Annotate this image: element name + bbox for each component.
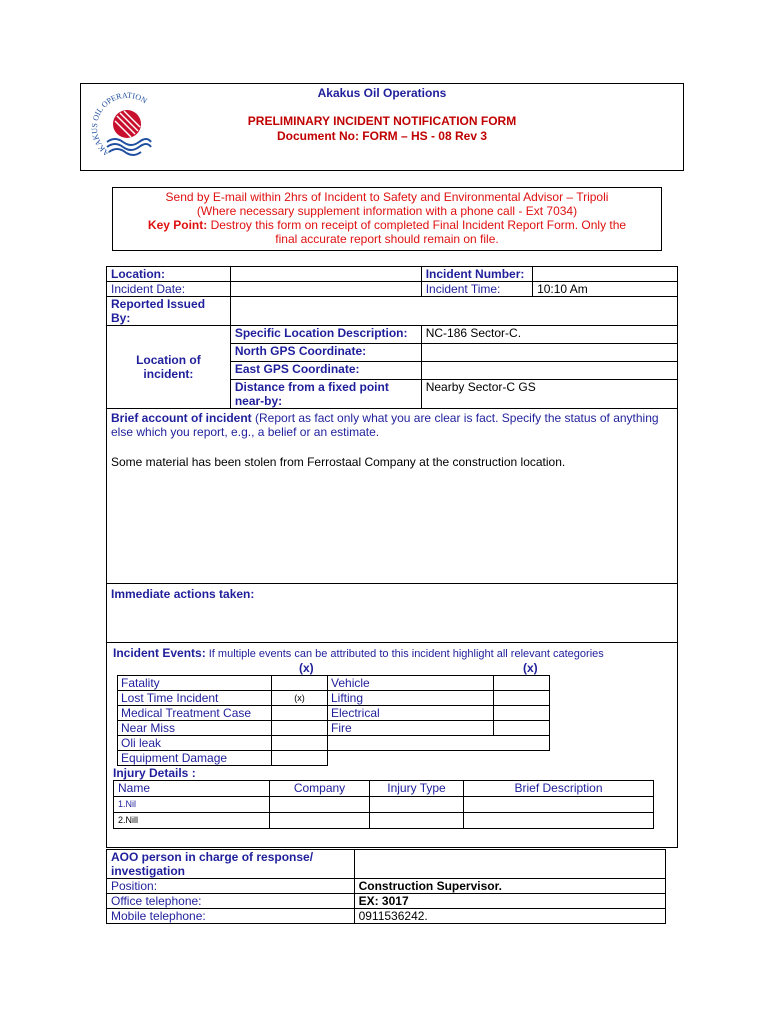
- location-of-incident-label: Location of incident:: [107, 326, 231, 409]
- injury-description-1[interactable]: [464, 797, 654, 813]
- person-in-charge-field[interactable]: [354, 850, 665, 879]
- incident-time-field[interactable]: 10:10 Am: [533, 282, 678, 297]
- brief-account-section[interactable]: [107, 409, 678, 584]
- event-equipment-damage-mark[interactable]: [272, 751, 328, 766]
- position-field[interactable]: Construction Supervisor.: [354, 879, 665, 894]
- event-lost-time-mark[interactable]: (x): [272, 691, 328, 706]
- injury-header-type: Injury Type: [370, 781, 464, 797]
- notice-line-3: Destroy this form on receipt of completed Final Incident Report Form. Only the: [207, 218, 627, 232]
- incident-events-section: [107, 643, 678, 848]
- event-oil-leak: Oli leak: [118, 736, 272, 751]
- north-gps-field[interactable]: [421, 344, 677, 362]
- form-title: PRELIMINARY INCIDENT NOTIFICATION FORM: [247, 114, 517, 128]
- injury-company-1[interactable]: [270, 797, 370, 813]
- injury-name-2[interactable]: 2.Nill: [114, 813, 270, 829]
- office-telephone-field[interactable]: EX: 3017: [354, 894, 665, 909]
- event-medical-mark[interactable]: [272, 706, 328, 721]
- injury-type-1[interactable]: [370, 797, 464, 813]
- injury-header-company: Company: [270, 781, 370, 797]
- form-header: [80, 83, 684, 171]
- injury-header-name: Name: [114, 781, 270, 797]
- incident-form-table: [106, 266, 678, 848]
- event-equipment-damage: Equipment Damage: [118, 751, 272, 766]
- table-row: [114, 813, 654, 829]
- injury-description-2[interactable]: [464, 813, 654, 829]
- event-lifting: Lifting: [328, 691, 494, 706]
- injury-table: [113, 780, 654, 829]
- location-label: Location:: [107, 267, 231, 282]
- event-near-miss: Near Miss: [118, 721, 272, 736]
- incident-time-label: Incident Time:: [421, 282, 532, 297]
- distance-field[interactable]: Nearby Sector-C GS: [421, 380, 677, 409]
- brief-account-hint: (Report as fact only what you are clear is fact. Specify the status of anything else which you report, e.g., a belief or an estimate.: [111, 411, 659, 439]
- east-gps-field[interactable]: [421, 362, 677, 380]
- event-near-miss-mark[interactable]: [272, 721, 328, 736]
- event-fire-mark[interactable]: [494, 721, 550, 736]
- reported-by-field[interactable]: [230, 297, 677, 326]
- key-point-label: Key Point:: [147, 218, 208, 232]
- east-gps-label: East GPS Coordinate:: [230, 362, 421, 380]
- document-number: Document No: FORM – HS - 08 Rev 3: [276, 129, 488, 143]
- incident-events-label: Incident Events:: [113, 646, 206, 660]
- notice-box: [112, 187, 662, 251]
- svg-text:AKAKUS OIL OPERATIONS: AKAKUS OIL OPERATIONS: [89, 90, 149, 158]
- table-row: [114, 797, 654, 813]
- event-blank: [328, 736, 550, 751]
- distance-label: Distance from a fixed point near-by:: [230, 380, 421, 409]
- location-field[interactable]: [230, 267, 421, 282]
- event-lost-time: Lost Time Incident: [118, 691, 272, 706]
- company-name: Akakus Oil Operations: [317, 86, 447, 100]
- notice-line-4: final accurate report should remain on file.: [275, 232, 499, 246]
- specific-location-field[interactable]: NC-186 Sector-C.: [421, 326, 677, 344]
- event-electrical-mark[interactable]: [494, 706, 550, 721]
- mobile-telephone-label: Mobile telephone:: [107, 909, 355, 924]
- injury-header-description: Brief Description: [464, 781, 654, 797]
- injury-company-2[interactable]: [270, 813, 370, 829]
- person-in-charge-label: AOO person in charge of response/ investigation: [107, 850, 355, 879]
- injury-name-1[interactable]: 1.Nil: [114, 797, 270, 813]
- incident-number-label: Incident Number:: [421, 267, 532, 282]
- x-header-right: (x): [523, 661, 538, 675]
- event-lifting-mark[interactable]: [494, 691, 550, 706]
- mobile-telephone-field[interactable]: 0911536242.: [354, 909, 665, 924]
- immediate-actions-section[interactable]: [107, 584, 678, 643]
- notice-line-1: Send by E-mail within 2hrs of Incident to Safety and Environmental Advisor – Tripoli: [165, 190, 609, 204]
- brief-account-label: Brief account of incident: [111, 411, 252, 425]
- incident-number-field[interactable]: [533, 267, 678, 282]
- injury-details-label: Injury Details :: [113, 766, 196, 780]
- incident-date-field[interactable]: [230, 282, 421, 297]
- immediate-actions-label: Immediate actions taken:: [111, 587, 255, 601]
- response-table: [106, 849, 666, 924]
- x-header-left: (x): [299, 661, 314, 675]
- event-fire: Fire: [328, 721, 494, 736]
- notice-line-2: (Where necessary supplement information with a phone call - Ext 7034): [196, 204, 578, 218]
- event-vehicle: Vehicle: [328, 676, 494, 691]
- office-telephone-label: Office telephone:: [107, 894, 355, 909]
- north-gps-label: North GPS Coordinate:: [230, 344, 421, 362]
- reported-by-label: Reported Issued By:: [107, 297, 231, 326]
- events-table: [117, 675, 550, 766]
- event-electrical: Electrical: [328, 706, 494, 721]
- event-fatality: Fatality: [118, 676, 272, 691]
- event-vehicle-mark[interactable]: [494, 676, 550, 691]
- brief-account-text: Some material has been stolen from Ferrostaal Company at the construction location.: [111, 455, 566, 469]
- specific-location-label: Specific Location Description:: [230, 326, 421, 344]
- event-fatality-mark[interactable]: [272, 676, 328, 691]
- incident-events-hint: If multiple events can be attributed to this incident highlight all relevant categories: [205, 648, 604, 660]
- event-oil-leak-mark[interactable]: [272, 736, 328, 751]
- position-label: Position:: [107, 879, 355, 894]
- event-medical: Medical Treatment Case: [118, 706, 272, 721]
- incident-date-label: Incident Date:: [107, 282, 231, 297]
- injury-type-2[interactable]: [370, 813, 464, 829]
